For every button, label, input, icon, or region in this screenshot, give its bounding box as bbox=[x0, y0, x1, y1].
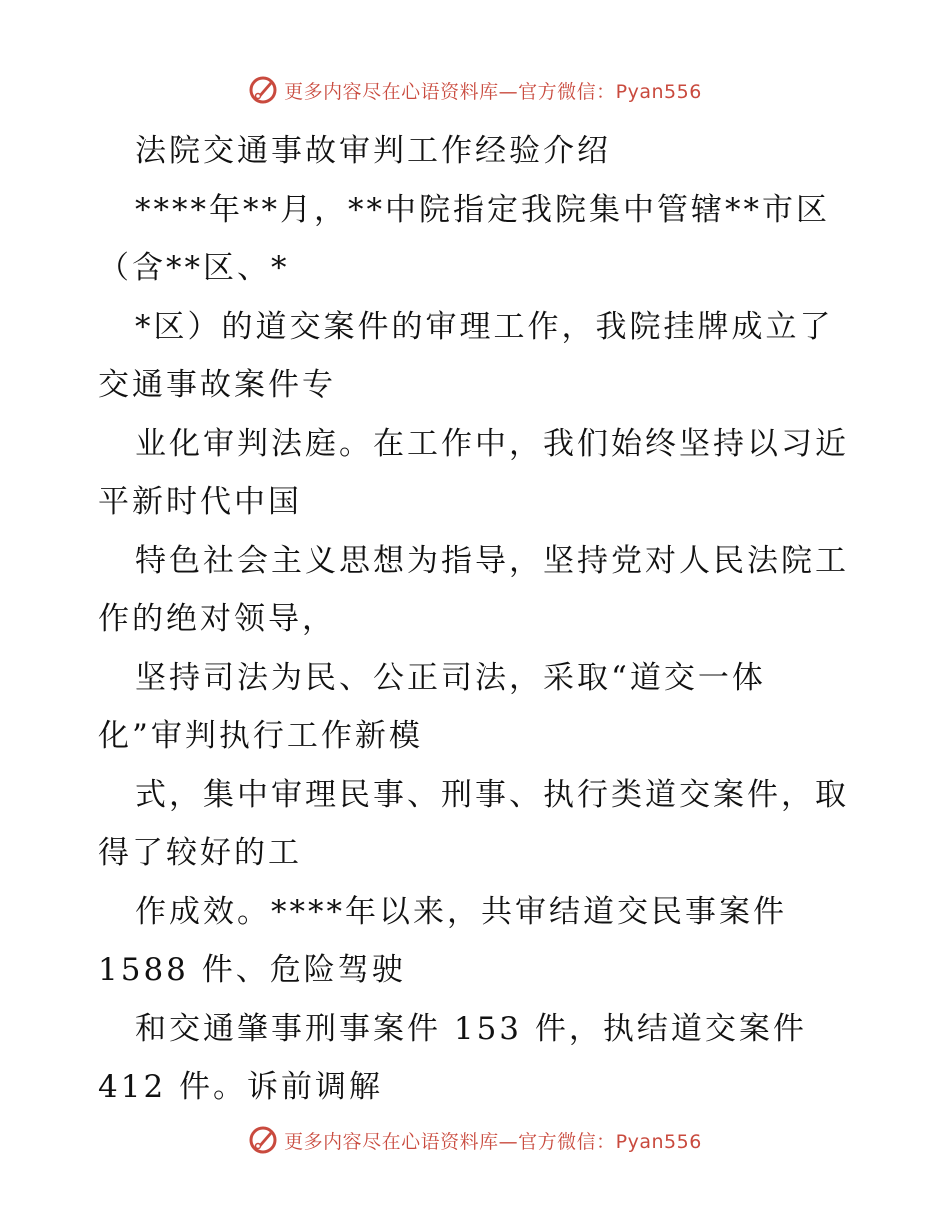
document-line: 作成效。****年以来，共审结道交民事案件 bbox=[135, 893, 787, 930]
document-line: 1588 件、危险驾驶 bbox=[98, 952, 406, 988]
header-banner bbox=[0, 70, 950, 110]
document-line: 业化审判法庭。在工作中，我们始终坚持以习近 bbox=[135, 425, 849, 462]
document-line: 化”审判执行工作新模 bbox=[98, 718, 423, 754]
footer-banner bbox=[0, 1120, 950, 1160]
quill-logo-icon bbox=[248, 75, 278, 105]
document-body bbox=[98, 122, 868, 1117]
document-line: 法院交通事故审判工作经验介绍 bbox=[135, 133, 611, 169]
document-line: *区）的道交案件的审理工作，我院挂牌成立了 bbox=[135, 308, 834, 345]
document-line: 坚持司法为民、公正司法，采取“道交一体 bbox=[135, 659, 766, 696]
document-line: ****年**月，**中院指定我院集中管辖**市区 bbox=[135, 191, 830, 228]
document-line: 平新时代中国 bbox=[98, 484, 302, 520]
document-line: （含**区、* bbox=[98, 250, 290, 286]
footer-banner-text: 更多内容尽在心语资料库—官方微信：Pyan556 bbox=[284, 1130, 702, 1153]
quill-logo-icon bbox=[248, 1125, 278, 1155]
document-line: 交通事故案件专 bbox=[98, 367, 336, 403]
header-banner-text: 更多内容尽在心语资料库—官方微信：Pyan556 bbox=[284, 80, 702, 103]
document-line: 412 件。诉前调解 bbox=[98, 1069, 384, 1105]
document-line: 式，集中审理民事、刑事、执行类道交案件，取 bbox=[135, 776, 849, 813]
document-line: 特色社会主义思想为指导，坚持党对人民法院工 bbox=[135, 542, 849, 579]
document-line: 得了较好的工 bbox=[98, 835, 302, 871]
document-line: 和交通肇事刑事案件 153 件，执结道交案件 bbox=[135, 1010, 807, 1047]
document-line: 作的绝对领导， bbox=[98, 601, 336, 637]
